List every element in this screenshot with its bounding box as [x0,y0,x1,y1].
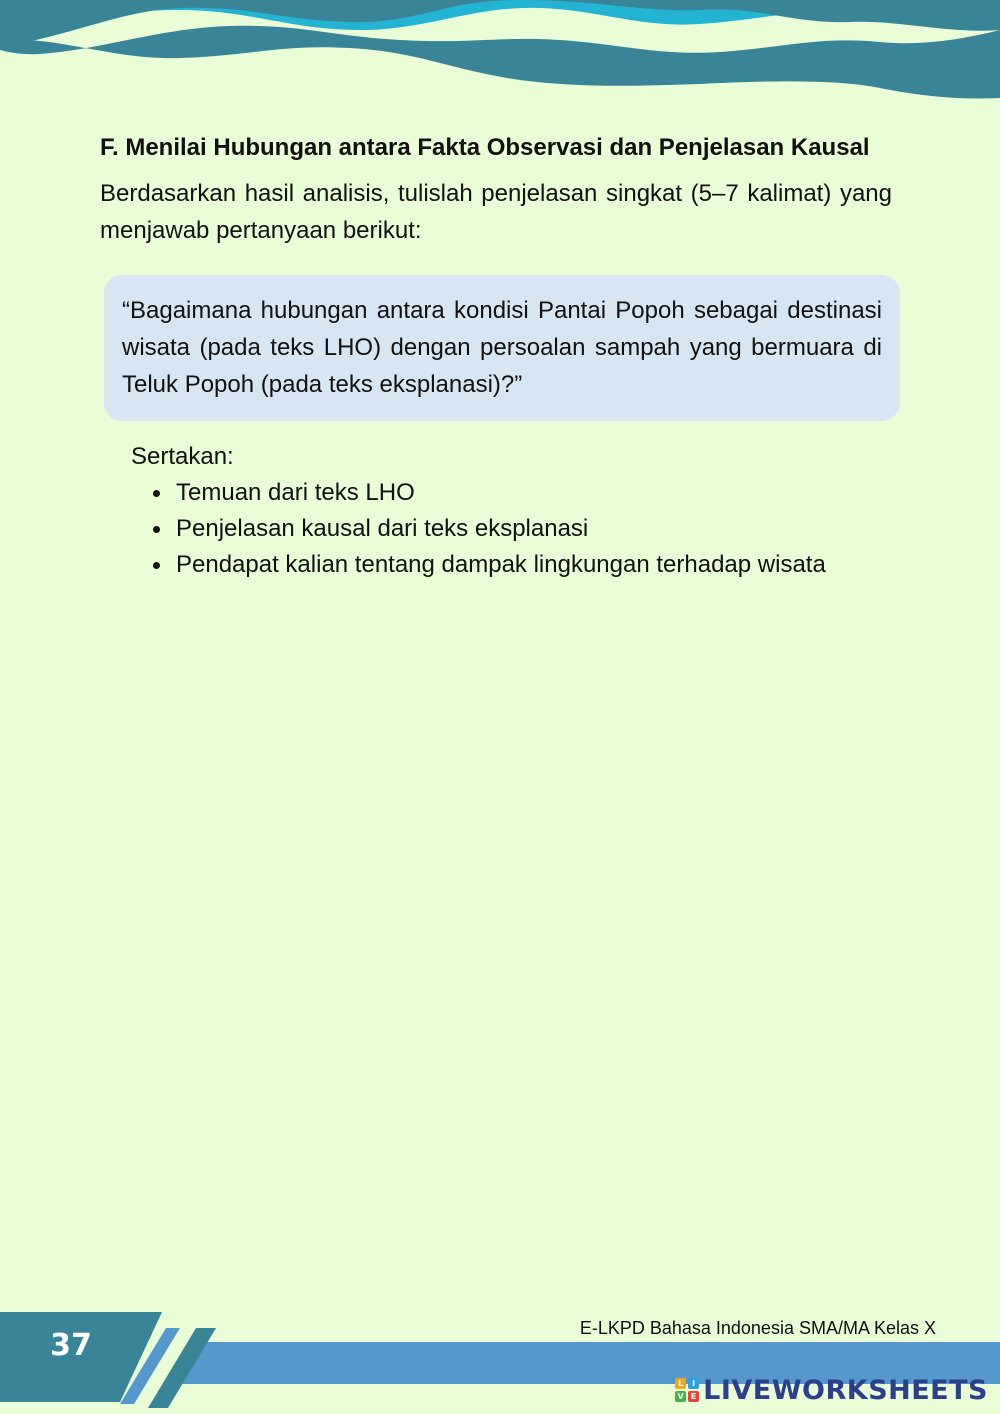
logo-letter: I [688,1378,699,1389]
list-item [176,475,892,511]
bullet-icon [153,490,160,497]
logo-letter: L [675,1378,686,1389]
book-title: E-LKPD Bahasa Indonesia SMA/MA Kelas X [579,1318,936,1338]
section-title: F. Menilai Hubungan antara Fakta Observasi dan Penjelasan Kausal [100,134,870,161]
logo-letter: E [688,1391,699,1402]
page-number: 37 [50,1328,92,1363]
bullet-icon [153,526,160,533]
question-text: “Bagaimana hubungan antara kondisi Pantai Popoh sebagai destinasi wisata (pada teks LHO) dengan persoalan sampah yang bermuara di Teluk Popoh (pada teks eksplanasi)?” [122,297,882,398]
list-item-text: Temuan dari teks LHO [176,479,415,506]
brand-name: LIVEWORKSHEETS [703,1374,988,1406]
liveworksheets-logo-icon [675,1378,699,1402]
question-box [104,275,900,421]
list-item-text: Penjelasan kausal dari teks eksplanasi [176,515,589,542]
top-wave-decoration [0,0,1000,110]
list-item [176,511,892,547]
main-content [100,128,900,583]
dark-wave [0,0,1000,99]
list-item [176,547,892,583]
include-label: Sertakan: [131,443,234,470]
bullet-icon [153,562,160,569]
liveworksheets-brand[interactable] [675,1374,988,1406]
section-intro: Berdasarkan hasil analisis, tulislah penjelasan singkat (5–7 kalimat) yang menjawab pertanyaan berikut: [100,180,892,244]
logo-letter: V [675,1391,686,1402]
include-list [100,475,900,583]
list-item-text: Pendapat kalian tentang dampak lingkungan terhadap wisata [176,551,826,578]
